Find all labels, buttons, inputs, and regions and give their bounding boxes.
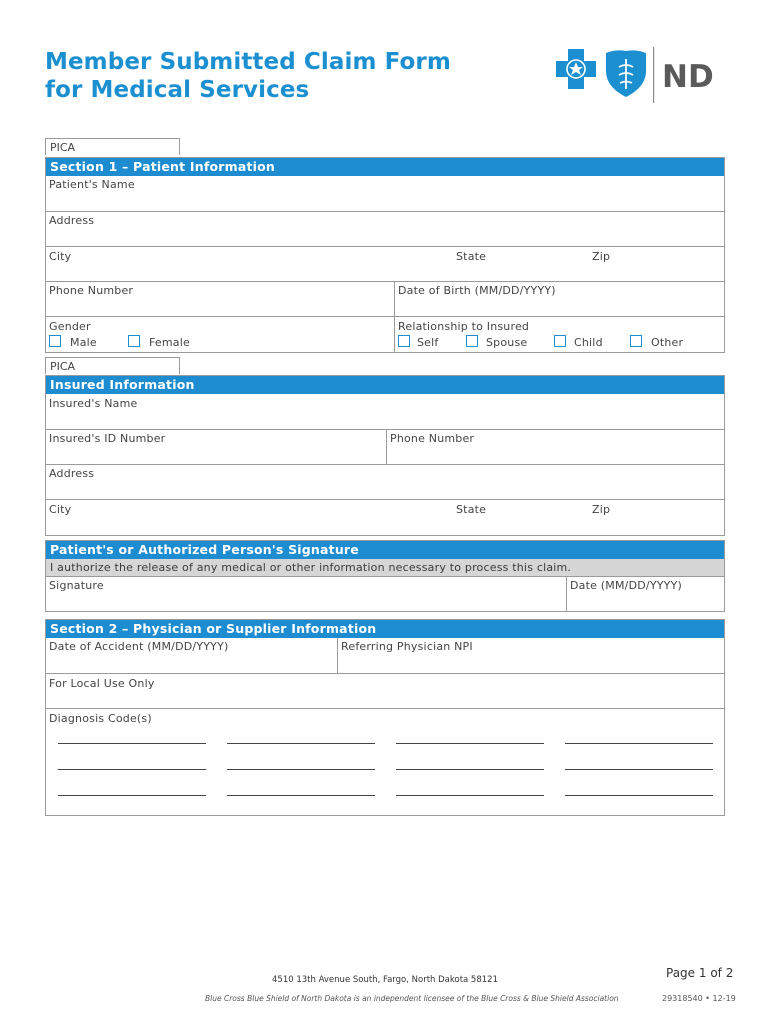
diagnosis-label: Diagnosis Code(s): [49, 712, 152, 725]
diagnosis-line[interactable]: [58, 769, 206, 770]
insured-id-phone-row: [46, 429, 724, 464]
form-title-line-2: for Medical Services: [45, 77, 310, 103]
section-patient-information: [45, 157, 725, 353]
pica-box[interactable]: PICA: [45, 138, 180, 155]
section-2-header: Section 2 – Physician or Supplier Information: [46, 620, 724, 638]
patient-phone-field[interactable]: [46, 282, 394, 316]
signature-field[interactable]: [46, 577, 566, 611]
signature-date-label: Date (MM/DD/YYYY): [570, 579, 682, 592]
diagnosis-line[interactable]: [396, 769, 544, 770]
gender-group: [46, 317, 394, 352]
other-label: Other: [651, 336, 684, 349]
female-label: Female: [149, 336, 190, 349]
signature-header: Patient's or Authorized Person's Signature: [46, 541, 724, 559]
address-label: Address: [49, 214, 95, 227]
state-label: State: [456, 250, 487, 263]
insured-id-label: Insured's ID Number: [49, 432, 166, 445]
diagnosis-line[interactable]: [396, 743, 544, 744]
signature-date-row: [46, 577, 724, 611]
insured-zip-label: Zip: [592, 503, 611, 516]
patient-name-field[interactable]: [46, 176, 724, 211]
patient-address-field[interactable]: [46, 211, 724, 246]
diagnosis-line[interactable]: [396, 795, 544, 796]
diagnosis-line[interactable]: [565, 743, 713, 744]
self-label: Self: [417, 336, 439, 349]
footer-address: 4510 13th Avenue South, Fargo, North Dakota 58121: [272, 975, 498, 985]
gender-label: Gender: [49, 320, 91, 333]
phone-dob-row: [46, 281, 724, 316]
relationship-label: Relationship to Insured: [398, 320, 530, 333]
insured-city-state-zip-row[interactable]: [46, 499, 724, 535]
insured-header: Insured Information: [46, 376, 724, 394]
section-1-header: Section 1 – Patient Information: [46, 158, 724, 176]
male-checkbox[interactable]: [49, 335, 61, 347]
dob-label: Date of Birth (MM/DD/YYYY): [398, 284, 556, 297]
page-number: Page 1 of 2: [666, 966, 734, 980]
bcbs-nd-logo: [556, 47, 728, 103]
relationship-group: [394, 317, 724, 352]
footer-disclaimer: Blue Cross Blue Shield of North Dakota is an independent licensee of the Blue Cross & Blue Shield Association: [205, 994, 619, 1003]
patient-city-state-zip-row[interactable]: [46, 246, 724, 281]
section-insured-information: [45, 375, 725, 536]
diagnosis-line[interactable]: [565, 795, 713, 796]
form-title-line-1: Member Submitted Claim Form: [45, 49, 451, 75]
insured-state-label: State: [456, 503, 487, 516]
referring-npi-field[interactable]: [337, 638, 724, 673]
diagnosis-line[interactable]: [227, 743, 375, 744]
child-checkbox[interactable]: [554, 335, 566, 347]
diagnosis-line[interactable]: [227, 795, 375, 796]
accident-npi-row: [46, 638, 724, 673]
phone-label: Phone Number: [49, 284, 134, 297]
date-of-accident-label: Date of Accident (MM/DD/YYYY): [49, 640, 229, 653]
form-code: 29318540 • 12-19: [662, 994, 736, 1003]
child-label: Child: [574, 336, 603, 349]
pica-box-insured[interactable]: PICA: [45, 357, 180, 374]
blue-shield-icon: [606, 50, 646, 97]
diagnosis-codes-area: [46, 708, 724, 815]
insured-name-field[interactable]: [46, 394, 724, 429]
spouse-checkbox[interactable]: [466, 335, 478, 347]
gender-relationship-row: [46, 316, 724, 352]
zip-label: Zip: [592, 250, 611, 263]
insured-name-label: Insured's Name: [49, 397, 138, 410]
section-signature: [45, 540, 725, 612]
local-use-field[interactable]: [46, 673, 724, 708]
self-checkbox[interactable]: [398, 335, 410, 347]
signature-date-field[interactable]: [566, 577, 724, 611]
signature-label: Signature: [49, 579, 104, 592]
date-of-birth-field[interactable]: [394, 282, 724, 316]
diagnosis-line[interactable]: [227, 769, 375, 770]
insured-city-label: City: [49, 503, 72, 516]
spouse-label: Spouse: [486, 336, 528, 349]
patient-name-label: Patient's Name: [49, 178, 135, 191]
insured-phone-field[interactable]: [386, 430, 724, 464]
diagnosis-line[interactable]: [58, 795, 206, 796]
blue-cross-icon: [556, 49, 596, 89]
city-label: City: [49, 250, 72, 263]
diagnosis-line[interactable]: [565, 769, 713, 770]
authorization-statement: I authorize the release of any medical or other information necessary to process this claim.: [46, 559, 724, 577]
diagnosis-line[interactable]: [58, 743, 206, 744]
female-checkbox[interactable]: [128, 335, 140, 347]
form-title: [45, 48, 451, 104]
date-of-accident-field[interactable]: [46, 638, 337, 673]
referring-npi-label: Referring Physician NPI: [341, 640, 473, 653]
insured-address-label: Address: [49, 467, 95, 480]
male-label: Male: [70, 336, 97, 349]
local-use-label: For Local Use Only: [49, 677, 155, 690]
section-physician-information: [45, 619, 725, 816]
logo-nd-text: ND: [662, 59, 714, 95]
other-checkbox[interactable]: [630, 335, 642, 347]
insured-address-field[interactable]: [46, 464, 724, 499]
insured-id-field[interactable]: [46, 430, 386, 464]
insured-phone-label: Phone Number: [390, 432, 475, 445]
